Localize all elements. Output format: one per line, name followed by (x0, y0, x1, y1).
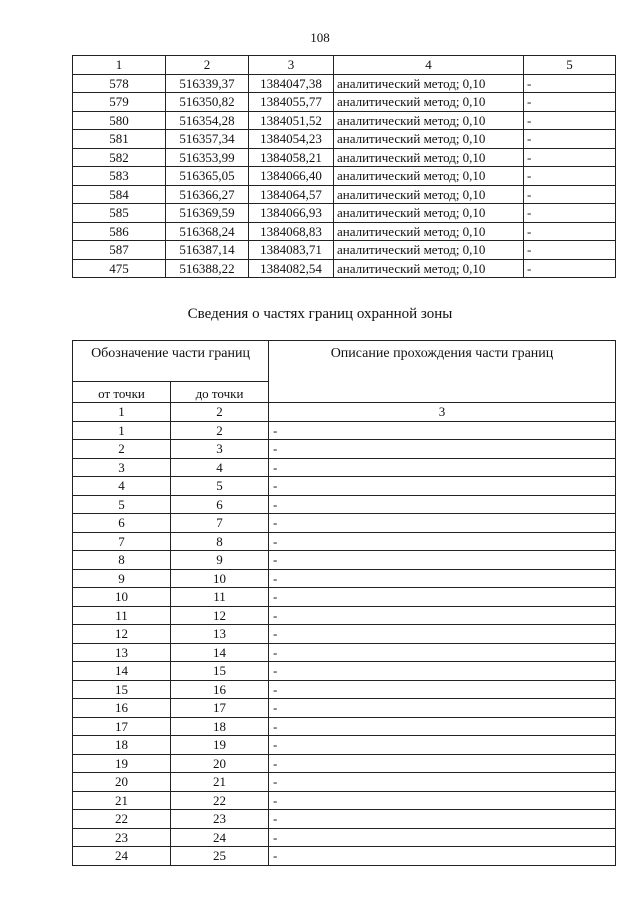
table-cell: - (269, 810, 616, 829)
table-cell: аналитический метод; 0,10 (334, 241, 524, 260)
table-cell: 13 (73, 643, 171, 662)
table-cell: 3 (73, 458, 171, 477)
table-cell: - (269, 588, 616, 607)
table-cell: - (269, 551, 616, 570)
table-cell: 1384082,54 (249, 259, 334, 278)
table-row (73, 458, 616, 477)
table-cell: 14 (73, 662, 171, 681)
table-cell: 12 (171, 606, 269, 625)
table-row (73, 421, 616, 440)
table-cell: - (269, 791, 616, 810)
table-cell: 22 (171, 791, 269, 810)
table-row (73, 241, 616, 260)
table-cell: аналитический метод; 0,10 (334, 222, 524, 241)
table-cell: 18 (73, 736, 171, 755)
table-cell: 1384068,83 (249, 222, 334, 241)
table-cell: 17 (171, 699, 269, 718)
table-cell: 8 (73, 551, 171, 570)
table-cell: 1384054,23 (249, 130, 334, 149)
table-cell: - (269, 514, 616, 533)
table-cell: аналитический метод; 0,10 (334, 148, 524, 167)
table-cell: - (524, 130, 616, 149)
table-cell: 25 (171, 847, 269, 866)
table-cell: - (524, 185, 616, 204)
table-cell: - (269, 625, 616, 644)
table-cell: 18 (171, 717, 269, 736)
header-to-point: до точки (171, 382, 269, 403)
table-cell: 2 (171, 421, 269, 440)
table-cell: 516353,99 (166, 148, 249, 167)
table-cell: 10 (73, 588, 171, 607)
table-cell: 9 (73, 569, 171, 588)
table-row (73, 847, 616, 866)
table-row (73, 791, 616, 810)
table-cell: 16 (73, 699, 171, 718)
table-row (73, 680, 616, 699)
table-cell: 582 (73, 148, 166, 167)
table-cell: 10 (171, 569, 269, 588)
table-cell: 17 (73, 717, 171, 736)
table-cell: - (269, 643, 616, 662)
table-cell: 23 (73, 828, 171, 847)
table-row (73, 810, 616, 829)
table-cell: 516368,24 (166, 222, 249, 241)
table-cell: 516366,27 (166, 185, 249, 204)
table-cell: - (269, 717, 616, 736)
header-boundary-description: Описание прохождения части границ (269, 341, 616, 403)
table-cell: 3 (249, 56, 334, 75)
parts-numbering-row (73, 403, 616, 422)
table-cell: 16 (171, 680, 269, 699)
table-cell: 5 (524, 56, 616, 75)
table-cell: 6 (73, 514, 171, 533)
table-cell: - (269, 440, 616, 459)
table-cell: 6 (171, 495, 269, 514)
table-row (73, 204, 616, 223)
table-row (73, 717, 616, 736)
table-cell: - (269, 662, 616, 681)
table-row (73, 148, 616, 167)
table-cell: 21 (73, 791, 171, 810)
table-row (73, 754, 616, 773)
table-cell: 516357,34 (166, 130, 249, 149)
table-cell: 1384055,77 (249, 93, 334, 112)
table-cell: 9 (171, 551, 269, 570)
table-cell: 19 (73, 754, 171, 773)
header-from-point: от точки (73, 382, 171, 403)
table-cell: - (269, 736, 616, 755)
table-cell: 1384047,38 (249, 74, 334, 93)
table-cell: - (269, 569, 616, 588)
table-cell: - (269, 773, 616, 792)
table-cell: 15 (73, 680, 171, 699)
table-row (73, 495, 616, 514)
table-cell: 13 (171, 625, 269, 644)
table-row (73, 167, 616, 186)
table-cell: 580 (73, 111, 166, 130)
table-cell: 516388,22 (166, 259, 249, 278)
table-cell: аналитический метод; 0,10 (334, 93, 524, 112)
table-cell: аналитический метод; 0,10 (334, 167, 524, 186)
table-cell: 8 (171, 532, 269, 551)
table-cell: 2 (166, 56, 249, 75)
table-cell: 20 (73, 773, 171, 792)
table-cell: - (269, 754, 616, 773)
table-row (73, 643, 616, 662)
table-cell: 2 (73, 440, 171, 459)
table-cell: 4 (334, 56, 524, 75)
table-row (73, 569, 616, 588)
numbering-cell: 1 (73, 403, 171, 422)
table-row (73, 477, 616, 496)
table-cell: 581 (73, 130, 166, 149)
table-cell: 15 (171, 662, 269, 681)
table-cell: - (524, 148, 616, 167)
table-cell: - (524, 111, 616, 130)
table-cell: 4 (171, 458, 269, 477)
table-cell: 584 (73, 185, 166, 204)
table-cell: - (269, 699, 616, 718)
table-cell: 24 (73, 847, 171, 866)
table-cell: - (269, 458, 616, 477)
table-cell: - (269, 532, 616, 551)
table-row (73, 93, 616, 112)
table-cell: - (269, 847, 616, 866)
table-cell: 19 (171, 736, 269, 755)
table-row (73, 662, 616, 681)
table-cell: - (269, 421, 616, 440)
table-cell: 516387,14 (166, 241, 249, 260)
table-cell: - (269, 477, 616, 496)
table-cell: 14 (171, 643, 269, 662)
section-title: Сведения о частях границ охранной зоны (187, 306, 453, 322)
table-cell: аналитический метод; 0,10 (334, 130, 524, 149)
table-cell: аналитический метод; 0,10 (334, 204, 524, 223)
table-cell: 1384064,57 (249, 185, 334, 204)
table-cell: - (269, 495, 616, 514)
table-row (73, 625, 616, 644)
table-cell: 21 (171, 773, 269, 792)
table-cell: 583 (73, 167, 166, 186)
header-boundary-designation: Обозначение части границ (73, 341, 269, 382)
table-cell: 516350,82 (166, 93, 249, 112)
table-cell: 1384083,71 (249, 241, 334, 260)
table-cell: аналитический метод; 0,10 (334, 111, 524, 130)
numbering-cell: 2 (171, 403, 269, 422)
table-row (73, 130, 616, 149)
table-row (73, 440, 616, 459)
table-cell: - (269, 606, 616, 625)
table-cell: 578 (73, 74, 166, 93)
table-cell: - (269, 680, 616, 699)
table-cell: 475 (73, 259, 166, 278)
table-row (73, 551, 616, 570)
table-cell: 1 (73, 56, 166, 75)
table-cell: 587 (73, 241, 166, 260)
table-cell: - (524, 167, 616, 186)
table-cell: - (524, 93, 616, 112)
table-row (73, 111, 616, 130)
table-cell: 20 (171, 754, 269, 773)
table-row (73, 588, 616, 607)
table-cell: 12 (73, 625, 171, 644)
table-cell: - (524, 74, 616, 93)
table-cell: 1384066,93 (249, 204, 334, 223)
table-cell: 11 (73, 606, 171, 625)
table-row (73, 532, 616, 551)
table-cell: 5 (171, 477, 269, 496)
table-row (73, 259, 616, 278)
table-cell: 3 (171, 440, 269, 459)
table-cell: 1384058,21 (249, 148, 334, 167)
table-cell: 516354,28 (166, 111, 249, 130)
parts-header-row (73, 341, 616, 382)
table-cell: 7 (73, 532, 171, 551)
table-cell: - (524, 222, 616, 241)
table-cell: 22 (73, 810, 171, 829)
table-cell: 586 (73, 222, 166, 241)
table-cell: 1384066,40 (249, 167, 334, 186)
table-row (73, 514, 616, 533)
table-row (73, 606, 616, 625)
table-row (73, 185, 616, 204)
table-row (73, 828, 616, 847)
table-cell: 579 (73, 93, 166, 112)
table-cell: 516339,37 (166, 74, 249, 93)
table-row (73, 699, 616, 718)
table-cell: - (269, 828, 616, 847)
coords-header-row (73, 56, 616, 75)
page-number: 108 (310, 30, 330, 45)
table-cell: - (524, 204, 616, 223)
table-cell: 4 (73, 477, 171, 496)
coordinates-table (72, 55, 616, 278)
numbering-cell: 3 (269, 403, 616, 422)
table-row (73, 222, 616, 241)
table-cell: 5 (73, 495, 171, 514)
table-cell: аналитический метод; 0,10 (334, 259, 524, 278)
table-cell: 516365,05 (166, 167, 249, 186)
table-cell: 24 (171, 828, 269, 847)
table-cell: аналитический метод; 0,10 (334, 74, 524, 93)
boundary-parts-table (72, 340, 616, 866)
table-row (73, 74, 616, 93)
table-cell: 7 (171, 514, 269, 533)
table-cell: 516369,59 (166, 204, 249, 223)
table-cell: 1384051,52 (249, 111, 334, 130)
table-cell: - (524, 259, 616, 278)
table-row (73, 773, 616, 792)
table-row (73, 736, 616, 755)
table-cell: 11 (171, 588, 269, 607)
table-cell: аналитический метод; 0,10 (334, 185, 524, 204)
table-cell: 23 (171, 810, 269, 829)
table-cell: - (524, 241, 616, 260)
table-cell: 585 (73, 204, 166, 223)
table-cell: 1 (73, 421, 171, 440)
